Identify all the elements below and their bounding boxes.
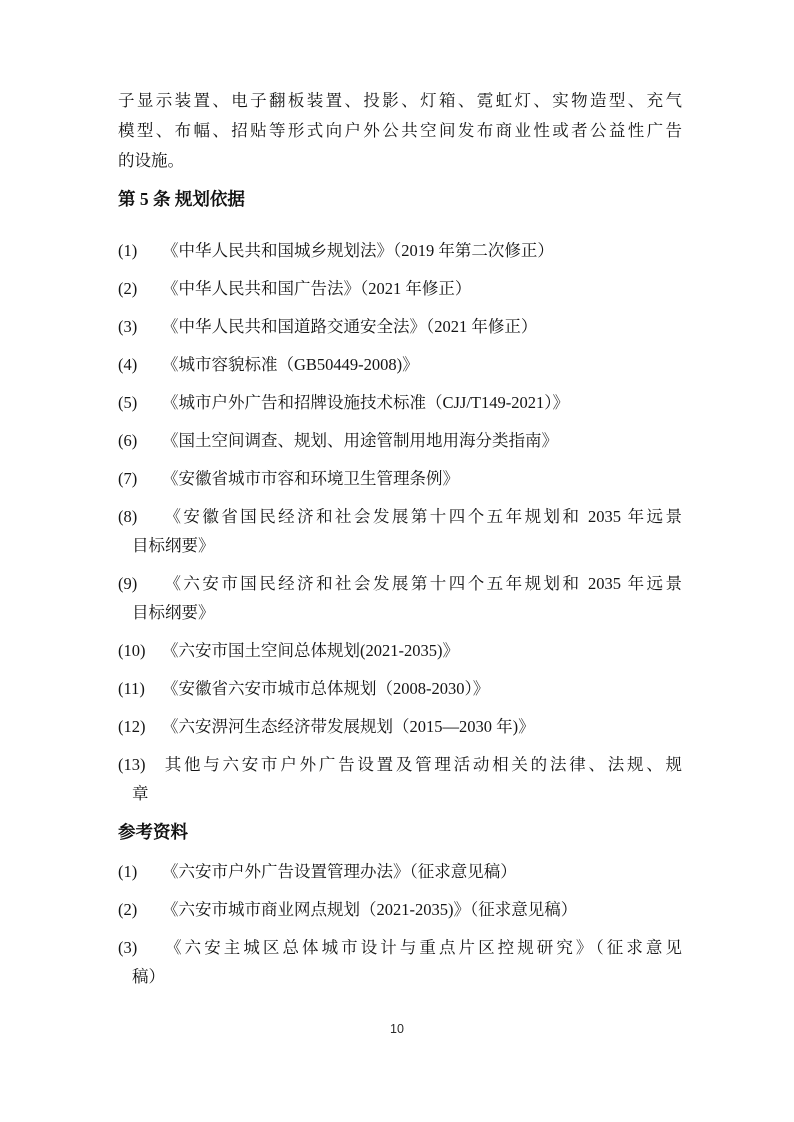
paragraph-line: 子显示装置、电子翻板装置、投影、灯箱、霓虹灯、实物造型、充气 — [118, 91, 682, 110]
item-number: (5) — [118, 393, 138, 412]
item-text: 《城市容貌标准（GB50449-2008)》 — [162, 355, 419, 374]
item-text: 《国土空间调查、规划、用途管制用地用海分类指南》 — [162, 431, 558, 450]
item-number: (6) — [118, 431, 138, 450]
list-item — [118, 274, 682, 303]
item-number: (4) — [118, 355, 138, 374]
list-item — [118, 426, 682, 455]
item-number: (3) — [118, 938, 138, 957]
item-number: (13) — [118, 755, 146, 774]
item-continuation: 稿） — [132, 967, 165, 986]
item-text: 《城市户外广告和招牌设施技术标准（CJJ/T149-2021）》 — [162, 393, 570, 412]
references-list — [118, 857, 682, 991]
paragraph-line: 的设施。 — [118, 151, 184, 170]
item-continuation: 目标纲要》 — [132, 603, 215, 622]
page-number: 10 — [390, 1022, 404, 1036]
item-number: (1) — [118, 241, 138, 260]
item-text: 《六安主城区总体城市设计与重点片区控规研究》（征求意见 — [162, 938, 682, 957]
item-text: 《六安市国民经济和社会发展第十四个五年规划和 2035 年远景 — [162, 574, 682, 593]
list-item — [118, 674, 682, 703]
list-item — [118, 895, 682, 924]
item-text: 《中华人民共和国广告法》（2021 年修正） — [162, 279, 472, 298]
list-item — [118, 350, 682, 379]
item-text: 《六安市国土空间总体规划(2021-2035)》 — [162, 641, 459, 660]
list-item — [118, 636, 682, 665]
paragraph-line: 模型、布幅、招贴等形式向户外公共空间发布商业性或者公益性广告 — [118, 121, 682, 140]
page-content — [118, 86, 682, 1000]
item-continuation: 章 — [132, 784, 149, 803]
item-number: (2) — [118, 279, 138, 298]
list-item — [118, 502, 682, 560]
references-heading: 参考资料 — [118, 822, 188, 842]
list-item — [118, 569, 682, 627]
item-number: (10) — [118, 641, 146, 660]
item-text: 《中华人民共和国道路交通安全法》（2021 年修正） — [162, 317, 538, 336]
item-text: 《安徽省国民经济和社会发展第十四个五年规划和 2035 年远景 — [162, 507, 682, 526]
list-item — [118, 388, 682, 417]
item-text: 《安徽省城市市容和环境卫生管理条例》 — [162, 469, 459, 488]
item-number: (7) — [118, 469, 138, 488]
item-number: (1) — [118, 862, 138, 881]
item-text: 其他与六安市户外广告设置及管理活动相关的法律、法规、规 — [162, 755, 682, 774]
item-continuation: 目标纲要》 — [132, 536, 215, 555]
list-item — [118, 857, 682, 886]
item-text: 《六安市城市商业网点规划（2021-2035)》（征求意见稿） — [162, 900, 578, 919]
intro-paragraph — [118, 86, 682, 176]
list-item — [118, 236, 682, 265]
item-text: 《六安市户外广告设置管理办法》（征求意见稿） — [162, 862, 517, 881]
item-text: 《安徽省六安市城市总体规划（2008-2030）》 — [162, 679, 490, 698]
item-number: (9) — [118, 574, 138, 593]
item-number: (11) — [118, 679, 145, 698]
list-item — [118, 312, 682, 341]
list-item — [118, 712, 682, 741]
list-item — [118, 750, 682, 808]
item-text: 《中华人民共和国城乡规划法》（2019 年第二次修正） — [162, 241, 554, 260]
section-heading: 第 5 条 规划依据 — [118, 189, 245, 209]
item-number: (12) — [118, 717, 146, 736]
item-number: (8) — [118, 507, 138, 526]
list-item — [118, 464, 682, 493]
item-number: (2) — [118, 900, 138, 919]
item-number: (3) — [118, 317, 138, 336]
item-text: 《六安淠河生态经济带发展规划（2015—2030 年)》 — [162, 717, 535, 736]
list-item — [118, 933, 682, 991]
planning-basis-list — [118, 236, 682, 808]
